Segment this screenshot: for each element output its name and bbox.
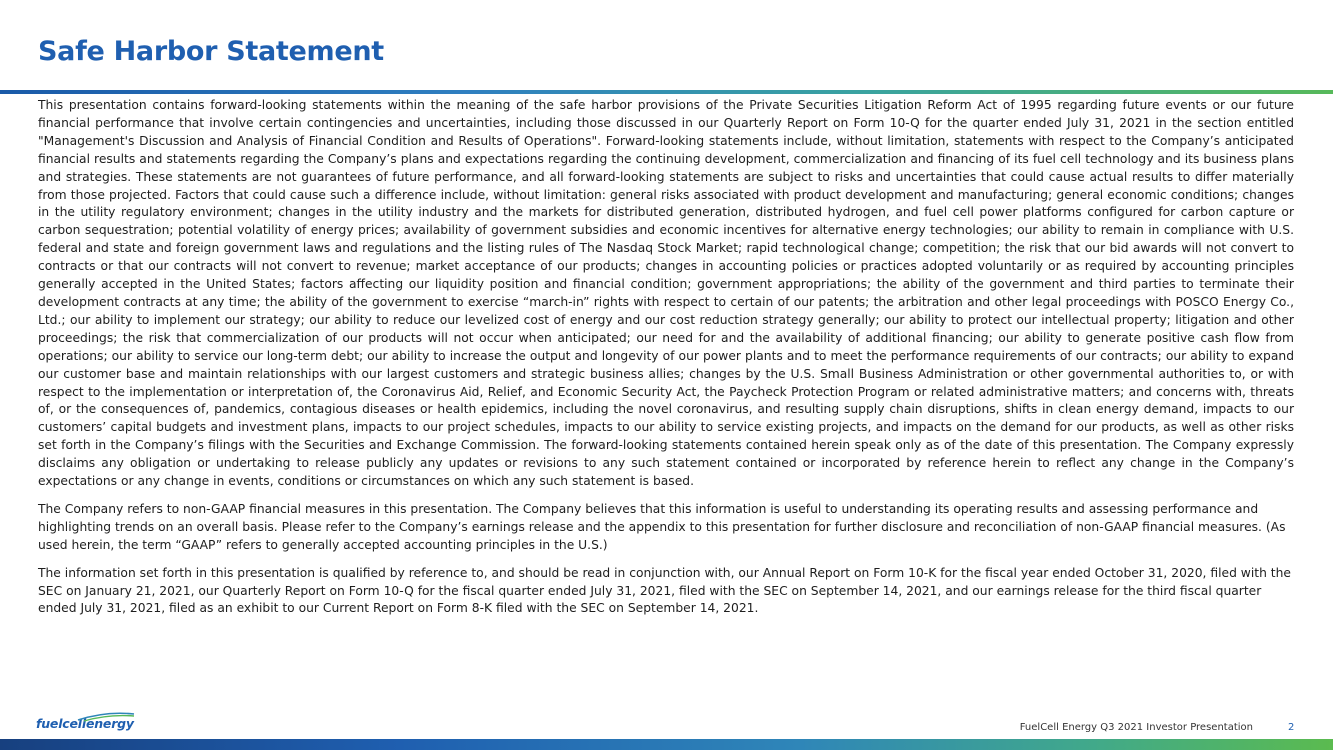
- qualification-paragraph: The information set forth in this presentation is qualified by reference to, and should be read in conjunction with, our Annual Report on Form 10-K for the fiscal year ended October 31, 2020, filed with the SEC on January 21, 2021, our Quarterly Report on Form 10-Q for the fiscal quarter ended July 31, 2021, filed with the SEC on September 14, 2021, and our earnings release for the third fiscal quarter ended July 31, 2021, filed as an exhibit to our Current Report on Form 8-K filed with the SEC on September 14, 2021.: [38, 565, 1291, 616]
- header-divider: [0, 90, 1333, 94]
- safe-harbor-body: [38, 97, 1294, 628]
- fuelcellenergy-logo: [36, 712, 146, 734]
- logo-wordmark: fuelcellenergy: [36, 716, 134, 731]
- page-number: 2: [1288, 722, 1295, 733]
- page-title: Safe Harbor Statement: [38, 36, 384, 67]
- swoosh-icon: [76, 712, 136, 722]
- footer-presentation-title: FuelCell Energy Q3 2021 Investor Presentation: [1019, 722, 1253, 733]
- footer-gradient-bar: [0, 739, 1333, 750]
- non-gaap-paragraph: The Company refers to non-GAAP financial measures in this presentation. The Company believes that this information is useful to understanding its operating results and assessing performance and highlighting trends on an overall basis. Please refer to the Company’s earnings release and the appendix to this presentation for further disclosure and reconciliation of non-GAAP financial measures. (As used herein, the term “GAAP” refers to generally accepted accounting principles in the U.S.): [38, 501, 1286, 552]
- forward-looking-paragraph: This presentation contains forward-looking statements within the meaning of the safe harbor provisions of the Private Securities Litigation Reform Act of 1995 regarding future events or our future financial performance that involve certain contingencies and uncertainties, including those discussed in our Quarterly Report on Form 10-Q for the quarter ended July 31, 2021 in the section entitled "Management's Discussion and Analysis of Financial Condition and Results of Operations". Forward-looking statements include, without limitation, statements with respect to the Company’s anticipated financial results and statements regarding the Company’s plans and expectations regarding the continuing development, commercialization and financing of its fuel cell technology and its business plans and strategies. These statements are not guarantees of future performance, and all forward-looking statements are subject to risks and uncertainties that could cause actual results to differ materially from those projected. Factors that could cause such a difference include, without limitation: general risks associated with product development and manufacturing; general economic conditions; changes in the utility regulatory environment; changes in the utility industry and the markets for distributed generation, distributed hydrogen, and fuel cell power platforms configured for carbon capture or carbon sequestration; potential volatility of energy prices; availability of government subsidies and economic incentives for alternative energy technologies; our ability to remain in compliance with U.S. federal and state and foreign government laws and regulations and the listing rules of The Nasdaq Stock Market; rapid technological change; competition; the risk that our bid awards will not convert to contracts or that our contracts will not convert to revenue; market acceptance of our products; changes in accounting policies or practices adopted voluntarily or as required by accounting principles generally accepted in the United States; factors affecting our liquidity position and financial condition; government appropriations; the ability of the government and third parties to terminate their development contracts at any time; the ability of the government to exercise “march-in” rights with respect to certain of our patents; the arbitration and other legal proceedings with POSCO Energy Co., Ltd.; our ability to implement our strategy; our ability to reduce our levelized cost of energy and our cost reduction strategy generally; our ability to protect our intellectual property; litigation and other proceedings; the risk that commercialization of our products will not occur when anticipated; our need for and the availability of additional financing; our ability to generate positive cash flow from operations; our ability to service our long-term debt; our ability to increase the output and longevity of our power plants and to meet the performance requirements of our contracts; our ability to expand our customer base and maintain relationships with our largest customers and strategic business allies; changes by the U.S. Small Business Administration or other governmental authorities to, or with respect to the implementation or interpretation of, the Coronavirus Aid, Relief, and Economic Security Act, the Paycheck Protection Program or related administrative matters; and concerns with, threats of, or the consequences of, pandemics, contagious diseases or health epidemics, including the novel coronavirus, and resulting supply chain disruptions, shifts in clean energy demand, impacts to our customers’ capital budgets and investment plans, impacts to our project schedules, impacts to our ability to service existing projects, and impacts on the demand for our products, as well as other risks set forth in the Company’s filings with the Securities and Exchange Commission. The forward-looking statements contained herein speak only as of the date of this presentation. The Company expressly disclaims any obligation or undertaking to release publicly any updates or revisions to any such statement contained or incorporated by reference herein to reflect any change in the Company’s expectations or any change in events, conditions or circumstances on which any such statement is based.: [38, 98, 1294, 489]
